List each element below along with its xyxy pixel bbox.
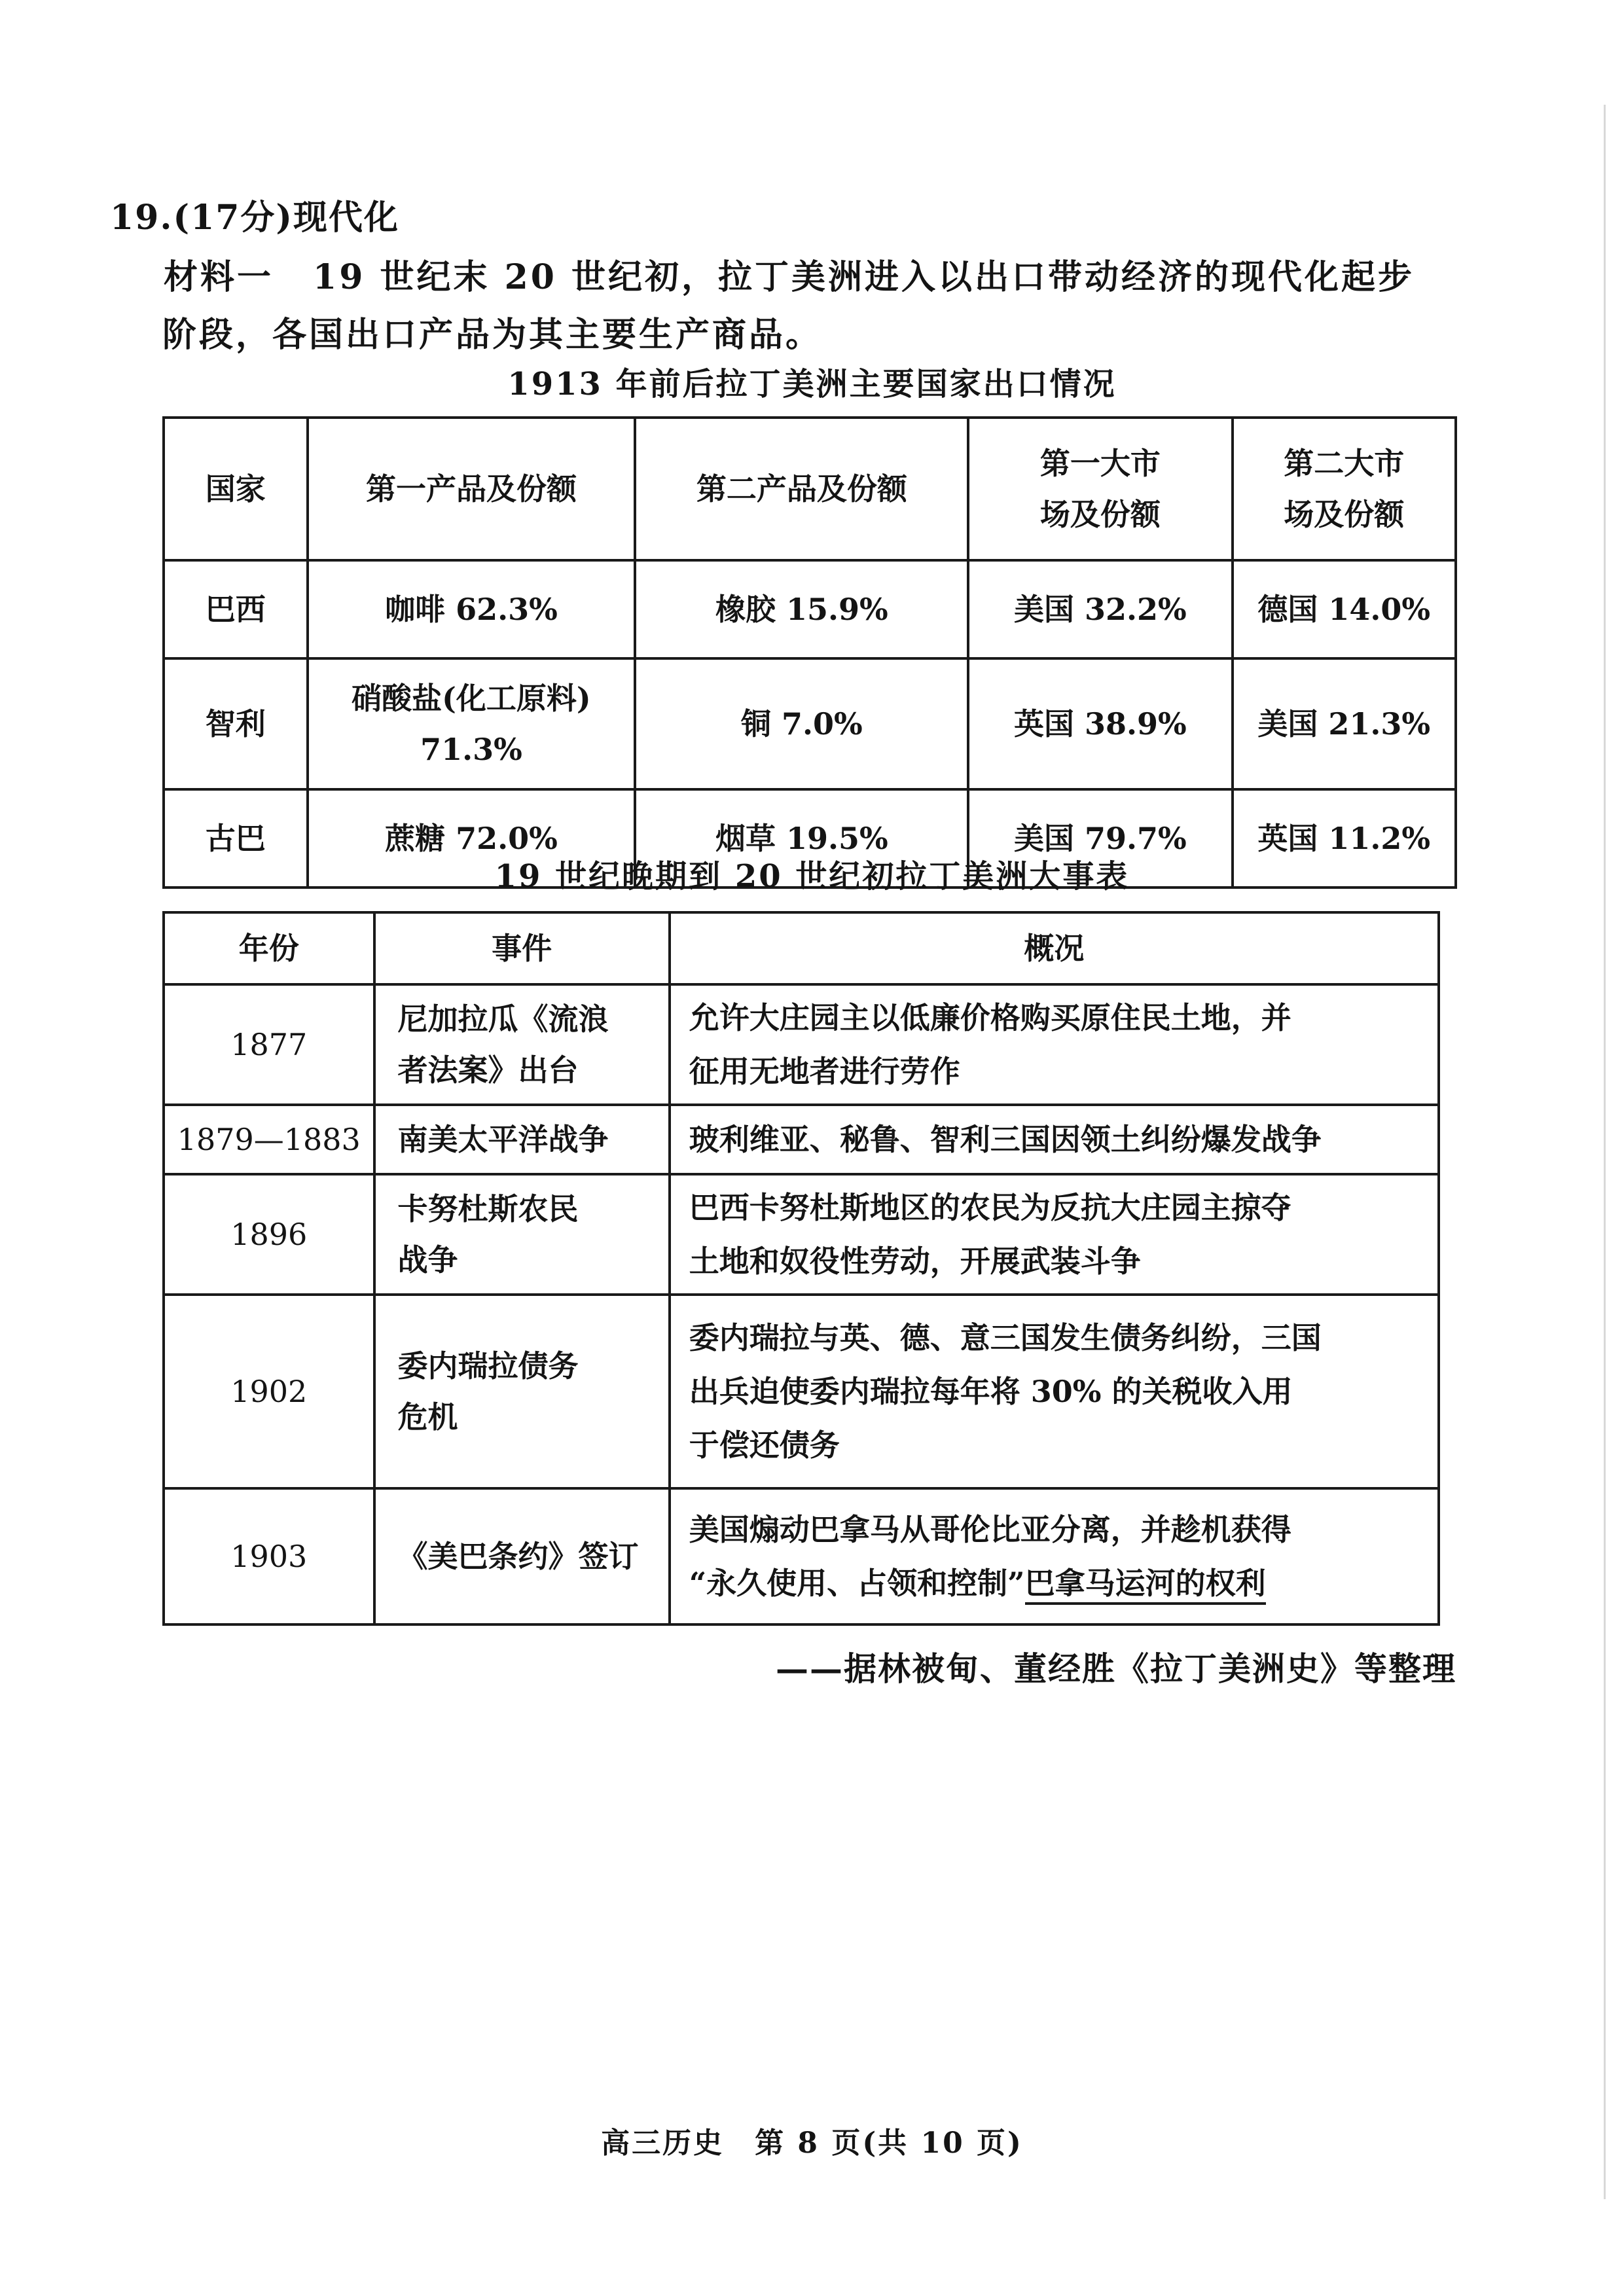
header-first-product: 第一产品及份额 <box>308 418 636 560</box>
header-second-product: 第二产品及份额 <box>635 418 968 560</box>
cell-event: 《美巴条约》签订 <box>374 1488 670 1624</box>
cell-country: 智利 <box>164 658 308 789</box>
cell-second-market: 德国 14.0% <box>1233 560 1456 658</box>
material-one-label: 材料一 <box>164 257 274 297</box>
header-country: 国家 <box>164 418 308 560</box>
table1-caption: 1913 年前后拉丁美洲主要国家出口情况 <box>507 366 1117 403</box>
underlined-text: 巴拿马运河的权利 <box>1025 1566 1266 1605</box>
header-second-market: 第二大市 场及份额 <box>1233 418 1456 560</box>
cell-summary: 玻利维亚、秘鲁、智利三国因领土纠纷爆发战争 <box>670 1105 1439 1174</box>
table-row <box>164 1174 1439 1295</box>
material-one-line1-text: 19 世纪末 20 世纪初，拉丁美洲进入以出口带动经济的现代化起步 <box>313 257 1415 297</box>
header-year: 年份 <box>164 912 374 984</box>
table-header-row <box>164 418 1456 560</box>
cell-event: 尼加拉瓜《流浪 者法案》出台 <box>374 984 670 1105</box>
table-row <box>164 984 1439 1105</box>
cell-summary: 美国煽动巴拿马从哥伦比亚分离，并趁机获得 “永久使用、占领和控制”巴拿马运河的权利 <box>670 1488 1439 1624</box>
cell-second-product: 烟草 19.5% <box>635 789 968 888</box>
cell-first-market: 美国 32.2% <box>968 560 1232 658</box>
cell-second-market: 英国 11.2% <box>1233 789 1456 888</box>
cell-second-market: 美国 21.3% <box>1233 658 1456 789</box>
cell-country: 巴西 <box>164 560 308 658</box>
table-row <box>164 658 1456 789</box>
table-row <box>164 1295 1439 1488</box>
cell-event: 委内瑞拉债务 危机 <box>374 1295 670 1488</box>
header-event: 事件 <box>374 912 670 984</box>
cell-year: 1879—1883 <box>164 1105 374 1174</box>
cell-first-product: 咖啡 62.3% <box>308 560 636 658</box>
events-table <box>162 911 1440 1626</box>
cell-year: 1896 <box>164 1174 374 1295</box>
cell-event: 卡努杜斯农民 战争 <box>374 1174 670 1295</box>
scan-edge-line <box>1604 105 1606 2199</box>
cell-second-product: 铜 7.0% <box>635 658 968 789</box>
cell-event: 南美太平洋战争 <box>374 1105 670 1174</box>
cell-summary: 允许大庄园主以低廉价格购买原住民土地，并 征用无地者进行劳作 <box>670 984 1439 1105</box>
material-one-text <box>164 249 1447 364</box>
cell-year: 1877 <box>164 984 374 1105</box>
header-first-market: 第一大市 场及份额 <box>968 418 1232 560</box>
cell-year: 1903 <box>164 1488 374 1624</box>
cell-country: 古巴 <box>164 789 308 888</box>
cell-first-product: 硝酸盐(化工原料) 71.3% <box>308 658 636 789</box>
table-row <box>164 1105 1439 1174</box>
table-row <box>164 560 1456 658</box>
export-table <box>162 416 1457 889</box>
cell-second-product: 橡胶 15.9% <box>635 560 968 658</box>
table-row <box>164 1488 1439 1624</box>
material-one-line1 <box>164 249 1447 306</box>
header-summary: 概况 <box>670 912 1439 984</box>
cell-year: 1902 <box>164 1295 374 1488</box>
table2-caption: 19 世纪晚期到 20 世纪初拉丁美洲大事表 <box>494 858 1130 895</box>
cell-summary: 巴西卡努杜斯地区的农民为反抗大庄园主掠夺 土地和奴役性劳动，开展武装斗争 <box>670 1174 1439 1295</box>
table-header-row <box>164 912 1439 984</box>
page-footer: 高三历史 第 8 页(共 10 页) <box>601 2126 1023 2160</box>
question-heading: 19.(17分)现代化 <box>110 198 400 238</box>
source-citation: ——据林被甸、董经胜《拉丁美洲史》等整理 <box>776 1649 1456 1688</box>
cell-first-product: 蔗糖 72.0% <box>308 789 636 888</box>
material-one-line2: 阶段，各国出口产品为其主要生产商品。 <box>162 315 823 355</box>
cell-summary: 委内瑞拉与英、德、意三国发生债务纠纷，三国 出兵迫使委内瑞拉每年将 30% 的关税收入用 于偿还债务 <box>670 1295 1439 1488</box>
cell-first-market: 英国 38.9% <box>968 658 1232 789</box>
cell-first-market: 美国 79.7% <box>968 789 1232 888</box>
